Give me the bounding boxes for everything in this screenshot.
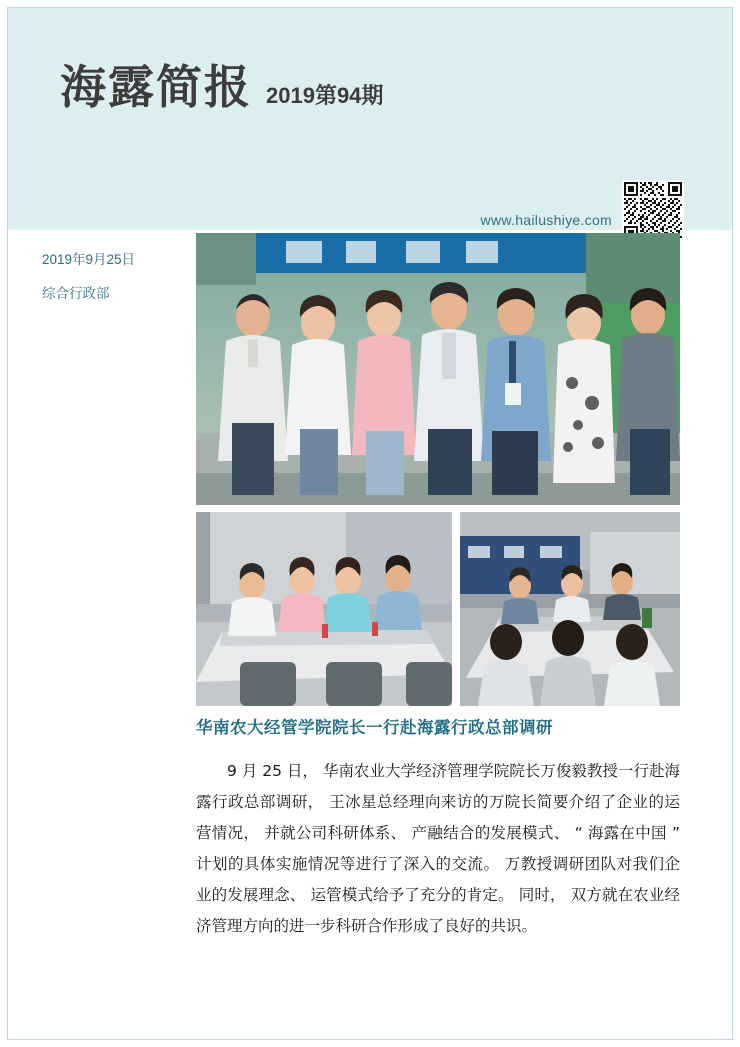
article xyxy=(196,714,680,942)
article-body: 9 月 25 日， 华南农业大学经济管理学院院长万俊毅教授一行赴海露行政总部调研， 王冰星总经理向来访的万院长简要介绍了企业的运营情况， 并就公司科研体系、 产融结合的发展模式、 “ 海露在中国 ” 计划的具体实施情况等进行了深入的交流。 万教授调研团队对我们企业的发展理念、 运管模式给予了充分的肯定。 同时， 双方就在农业经济管理方向的进一步科研合作形成了良好的共识。 xyxy=(196,762,680,935)
meeting-photo-panel-left xyxy=(196,512,452,706)
publish-date: 2019年9月25日 xyxy=(42,252,136,267)
meeting-photo-room-right xyxy=(460,512,680,706)
department-label: 综合行政部 xyxy=(42,286,110,301)
website-url[interactable]: www.hailushiye.com xyxy=(480,212,612,228)
page-title: 海露简报 xyxy=(60,60,252,114)
masthead xyxy=(60,60,384,114)
header-band xyxy=(8,8,732,230)
group-photo-seven-people xyxy=(196,233,680,505)
meta-column xyxy=(42,248,182,302)
article-title: 华南农大经管学院院长一行赴海露行政总部调研 xyxy=(196,718,553,737)
issue-label: 2019第94期 xyxy=(266,83,384,108)
